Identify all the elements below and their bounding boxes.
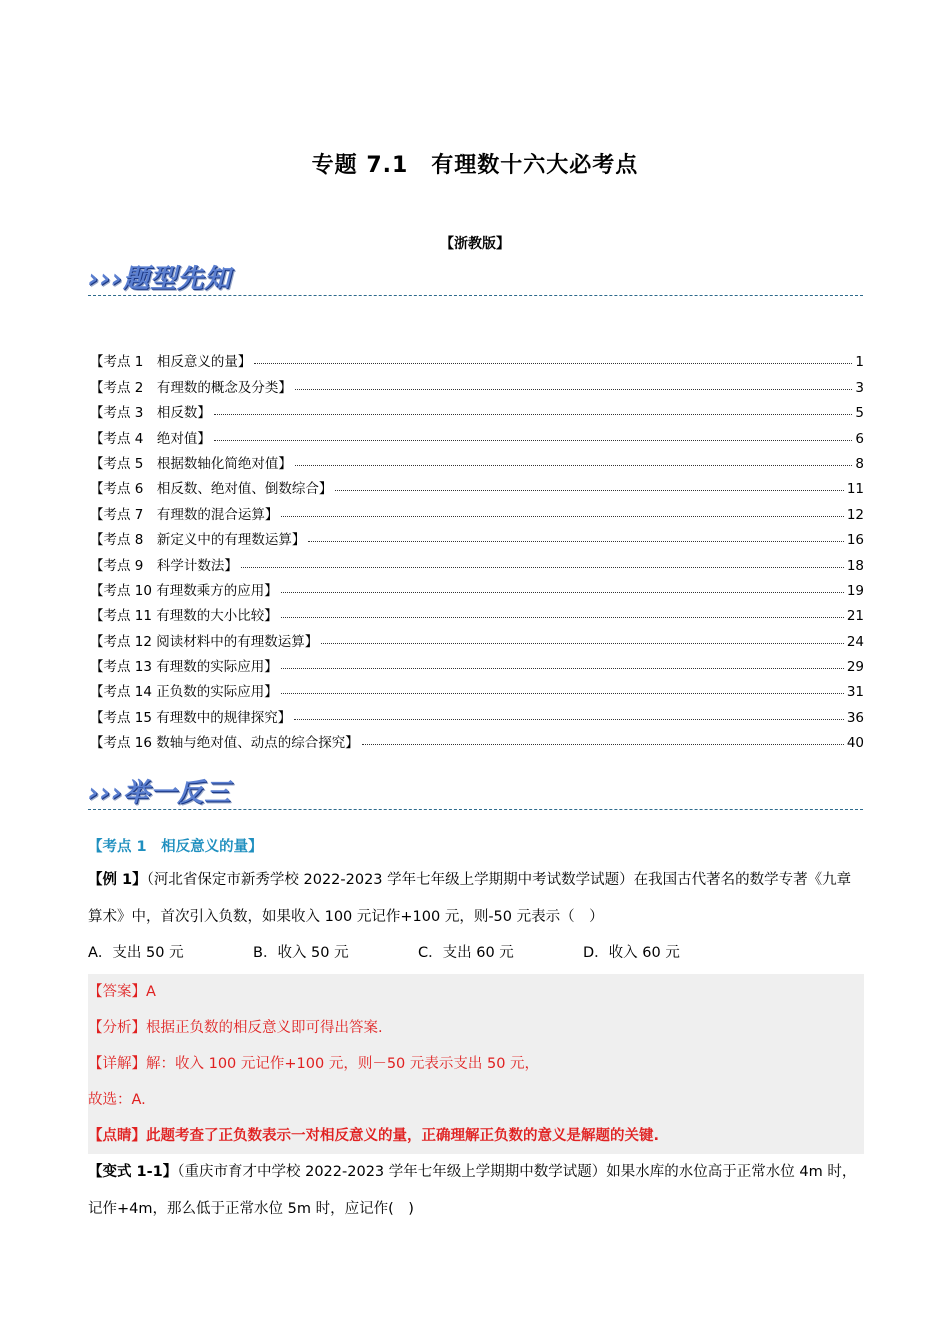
- toc-entry-page: 40: [846, 735, 864, 752]
- toc-leader-dots: [281, 668, 844, 669]
- toc-leader-dots: [294, 719, 844, 720]
- edition-label: 【浙教版】: [440, 236, 510, 252]
- section-heading: 【考点 1 相反意义的量】: [88, 839, 263, 855]
- toc-leader-dots: [295, 389, 852, 390]
- toc-entry-label: 【考点 8 新定义中的有理数运算】: [90, 532, 306, 549]
- variant-text: （重庆市育才中学校 2022-2023 学年七年级上学期期中数学试题）如果水库的水位高于正常水位 4m 时，记作+4m，那么低于正常水位 5m 时，应记作( ): [88, 1164, 857, 1217]
- toc-leader-dots: [281, 693, 844, 694]
- detail-line: [88, 1046, 864, 1082]
- toc-entry-page: 11: [846, 481, 864, 498]
- toc-leader-dots: [214, 414, 852, 415]
- example-1: [88, 862, 864, 936]
- toc-leader-dots: [308, 541, 843, 542]
- toc-leader-dots: [281, 516, 843, 517]
- examples-banner: [88, 770, 863, 810]
- toc-entry-page: 21: [846, 608, 864, 625]
- toc-entry-page: 36: [846, 709, 864, 726]
- section-content: [88, 832, 864, 1228]
- comment-line: [88, 1118, 864, 1154]
- toc-entry-page: 16: [846, 532, 864, 549]
- toc-entry[interactable]: [90, 370, 864, 395]
- toc-entry[interactable]: [90, 650, 864, 675]
- solution-box: [88, 974, 864, 1154]
- toc-entry[interactable]: [90, 447, 864, 472]
- toc-entry-label: 【考点 2 有理数的概念及分类】: [90, 379, 292, 396]
- toc-leader-dots: [335, 490, 843, 491]
- answer-options: [88, 936, 864, 971]
- option-d: D．收入 60 元: [583, 945, 680, 961]
- page-title: 专题 7.1 有理数十六大必考点: [311, 153, 639, 178]
- toc-entry[interactable]: [90, 675, 864, 700]
- toc-entry[interactable]: [90, 599, 864, 624]
- analysis-line: [88, 1010, 864, 1046]
- toc-leader-dots: [362, 744, 844, 745]
- banner-divider: [88, 295, 863, 296]
- conclusion-line: 故选：A.: [88, 1092, 146, 1108]
- toc-entry[interactable]: [90, 472, 864, 497]
- comment-tag: 【点睛】: [88, 1128, 146, 1144]
- toc-entry-page: 18: [846, 557, 864, 574]
- toc-leader-dots: [321, 643, 844, 644]
- toc-entry[interactable]: [90, 700, 864, 725]
- option-b: B．收入 50 元: [253, 945, 349, 961]
- table-of-contents: [90, 345, 864, 751]
- toc-entry-label: 【考点 9 科学计数法】: [90, 557, 238, 574]
- toc-entry-label: 【考点 7 有理数的混合运算】: [90, 506, 279, 523]
- toc-entry-label: 【考点 10 有理数乘方的应用】: [90, 582, 278, 599]
- analysis-text: 根据正负数的相反意义即可得出答案.: [146, 1020, 383, 1036]
- toc-entry-label: 【考点 6 相反数、绝对值、倒数综合】: [90, 481, 333, 498]
- toc-entry-label: 【考点 11 有理数的大小比较】: [90, 608, 278, 625]
- toc-entry[interactable]: [90, 421, 864, 446]
- toc-entry-page: 1: [855, 354, 864, 371]
- answer-tag: 【答案】: [88, 984, 146, 1000]
- toc-leader-dots: [241, 567, 844, 568]
- toc-entry-page: 19: [846, 582, 864, 599]
- toc-entry-label: 【考点 3 相反数】: [90, 405, 211, 422]
- comment-text: 此题考查了正负数表示一对相反意义的量，正确理解正负数的意义是解题的关键.: [146, 1128, 660, 1144]
- toc-entry-page: 3: [855, 379, 864, 396]
- toc-leader-dots: [295, 465, 852, 466]
- example-text: （河北省保定市新秀学校 2022-2023 学年七年级上学期期中考试数学试题）在我国古代著名的数学专著《九章算术》中，首次引入负数，如果收入 100 元记作+100 元，则-50 元表示（ ）: [88, 872, 852, 925]
- toc-entry-page: 12: [846, 506, 864, 523]
- option-c: C．支出 60 元: [418, 945, 514, 961]
- toc-entry-page: 5: [855, 405, 864, 422]
- toc-banner: [88, 256, 863, 296]
- toc-entry-label: 【考点 16 数轴与绝对值、动点的综合探究】: [90, 735, 359, 752]
- answer-line: [88, 974, 864, 1010]
- analysis-tag: 【分析】: [88, 1020, 146, 1036]
- toc-leader-dots: [281, 592, 844, 593]
- toc-entry-page: 8: [855, 455, 864, 472]
- detail-tag: 【详解】: [88, 1056, 146, 1072]
- option-a: A．支出 50 元: [88, 945, 184, 961]
- toc-leader-dots: [281, 617, 844, 618]
- toc-entry[interactable]: [90, 726, 864, 751]
- example-tag: 【例 1】: [88, 872, 147, 888]
- toc-entry-label: 【考点 4 绝对值】: [90, 430, 211, 447]
- toc-leader-dots: [214, 440, 852, 441]
- toc-entry[interactable]: [90, 624, 864, 649]
- toc-entry-label: 【考点 15 有理数中的规律探究】: [90, 709, 292, 726]
- detail-text: 解：收入 100 元记作+100 元，则－50 元表示支出 50 元，: [146, 1056, 540, 1072]
- toc-entry[interactable]: [90, 497, 864, 522]
- toc-entry-page: 31: [846, 684, 864, 701]
- toc-entry-page: 24: [846, 633, 864, 650]
- toc-banner-text: ›››题型先知: [88, 264, 232, 294]
- toc-entry-label: 【考点 1 相反意义的量】: [90, 354, 252, 371]
- toc-entry[interactable]: [90, 345, 864, 370]
- answer-value: A: [146, 984, 156, 1000]
- toc-entry-page: 29: [846, 659, 864, 676]
- variant-1-1: [88, 1154, 864, 1228]
- toc-entry-label: 【考点 12 阅读材料中的有理数运算】: [90, 633, 319, 650]
- variant-tag: 【变式 1-1】: [88, 1164, 178, 1180]
- toc-entry[interactable]: [90, 548, 864, 573]
- toc-entry-label: 【考点 14 正负数的实际应用】: [90, 684, 278, 701]
- toc-entry-page: 6: [855, 430, 864, 447]
- examples-banner-text: ›››举一反三: [88, 778, 232, 808]
- toc-entry[interactable]: [90, 396, 864, 421]
- toc-entry-label: 【考点 5 根据数轴化简绝对值】: [90, 455, 292, 472]
- toc-entry[interactable]: [90, 523, 864, 548]
- toc-entry-label: 【考点 13 有理数的实际应用】: [90, 659, 278, 676]
- toc-entry[interactable]: [90, 574, 864, 599]
- toc-leader-dots: [254, 363, 852, 364]
- banner-divider: [88, 809, 863, 810]
